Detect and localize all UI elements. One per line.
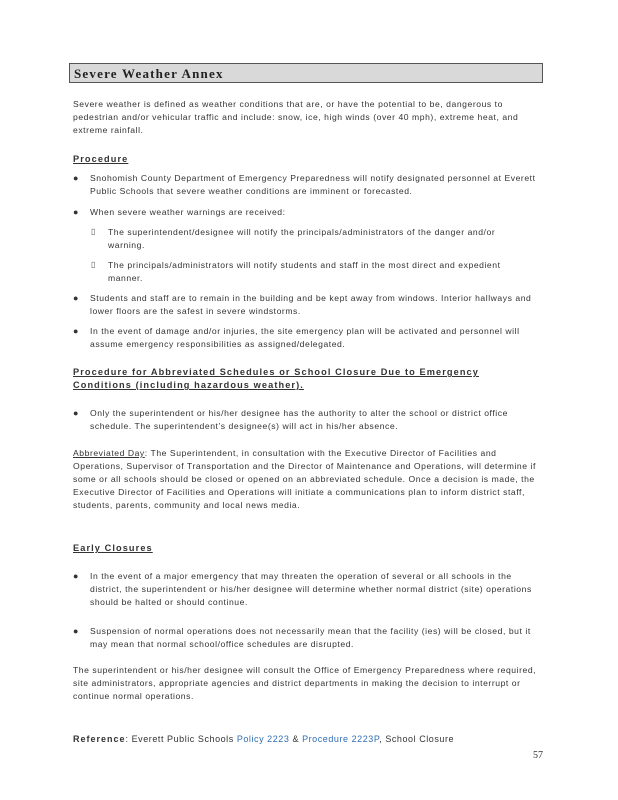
- intro-paragraph: Severe weather is defined as weather conditions that are, or have the potential to be, dangerous to pedestrian and/or vehicular traffic and include: snow, ice, high winds (over 40 mph), extreme heat, and extreme rainfall.: [73, 99, 519, 135]
- early-closing-paragraph: The superintendent or his/her designee will consult the Office of Emergency Preparedness where required, site administrators, appropriate agencies and district departments in making the decision to interrupt or continue normal operations.: [73, 665, 537, 701]
- bullet-icon: ●: [73, 326, 79, 336]
- abbreviated-heading: Procedure for Abbreviated Schedules or School Closure Due to Emergency Conditions (including hazardous weather).: [73, 367, 479, 390]
- page-number: 57: [533, 750, 543, 761]
- early-closures-heading: Early Closures: [73, 543, 153, 553]
- procedure-sub-1: The superintendent/designee will notify the principals/administrators of the danger and/or warning.: [108, 227, 496, 250]
- bullet-icon: ●: [73, 626, 79, 636]
- bullet-icon: ●: [73, 207, 79, 217]
- bullet-icon: ●: [73, 571, 79, 581]
- abbreviated-day-label: Abbreviated Day: [73, 448, 145, 458]
- reference-amp: &: [289, 734, 303, 744]
- procedure-heading: Procedure: [73, 154, 129, 164]
- abbreviated-day-paragraph: [73, 447, 545, 512]
- bullet-icon: ●: [73, 293, 79, 303]
- early-bullet-1: In the event of a major emergency that may threaten the operation of several or all schools in the district, the superintendent or his/her designee will determine whether normal district (site) operations should be halted or should continue.: [90, 571, 532, 607]
- abbreviated-day-text: : The Superintendent, in consultation with the Executive Director of Facilities and Operations, Supervisor of Transportation and the Director of Maintenance and Operations, will determine if some or all schools should be closed or opened on an abbreviated schedule. Once a decision is made, the Executive Director of Facilities and Operations will initiate a communications plan to inform district staff, students, parents, community and local news media.: [73, 448, 536, 510]
- procedure-sub-2: The principals/administrators will notify students and staff in the most direct and expedient manner.: [108, 260, 501, 283]
- section-title: Severe Weather Annex: [74, 66, 224, 81]
- procedure-bullet-1: Snohomish County Department of Emergency Preparedness will notify designated personnel at Everett Public Schools that severe weather conditions are imminent or forecasted.: [90, 173, 536, 196]
- reference-line: [73, 733, 545, 746]
- reference-prefix: : Everett Public Schools: [125, 734, 237, 744]
- abbreviated-bullet-1: Only the superintendent or his/her designee has the authority to alter the school or district office schedule. The superintendent’s designee(s) will act in his/her absence.: [90, 408, 508, 431]
- bullet-icon: ●: [73, 173, 79, 183]
- sub-bullet-icon: ▯: [91, 260, 96, 269]
- policy-2223-link[interactable]: Policy 2223: [236, 734, 290, 744]
- section-title-box: [69, 63, 543, 83]
- procedure-bullet-3: Students and staff are to remain in the building and be kept away from windows. Interior hallways and lower floors are the safest in severe windstorms.: [90, 293, 532, 316]
- early-bullet-2: Suspension of normal operations does not necessarily mean that the facility (ies) will be closed, but it may mean that normal school/office schedules are disrupted.: [90, 626, 531, 649]
- reference-label: Reference: [73, 734, 126, 744]
- procedure-bullet-4: In the event of damage and/or injuries, the site emergency plan will be activated and personnel will assume emergency responsibilities as assigned/delegated.: [90, 326, 520, 349]
- procedure-2223p-link[interactable]: Procedure 2223P: [302, 734, 380, 744]
- procedure-bullet-2: When severe weather warnings are received:: [90, 207, 286, 217]
- reference-suffix: , School Closure: [379, 734, 455, 744]
- sub-bullet-icon: ▯: [91, 227, 96, 236]
- bullet-icon: ●: [73, 408, 79, 418]
